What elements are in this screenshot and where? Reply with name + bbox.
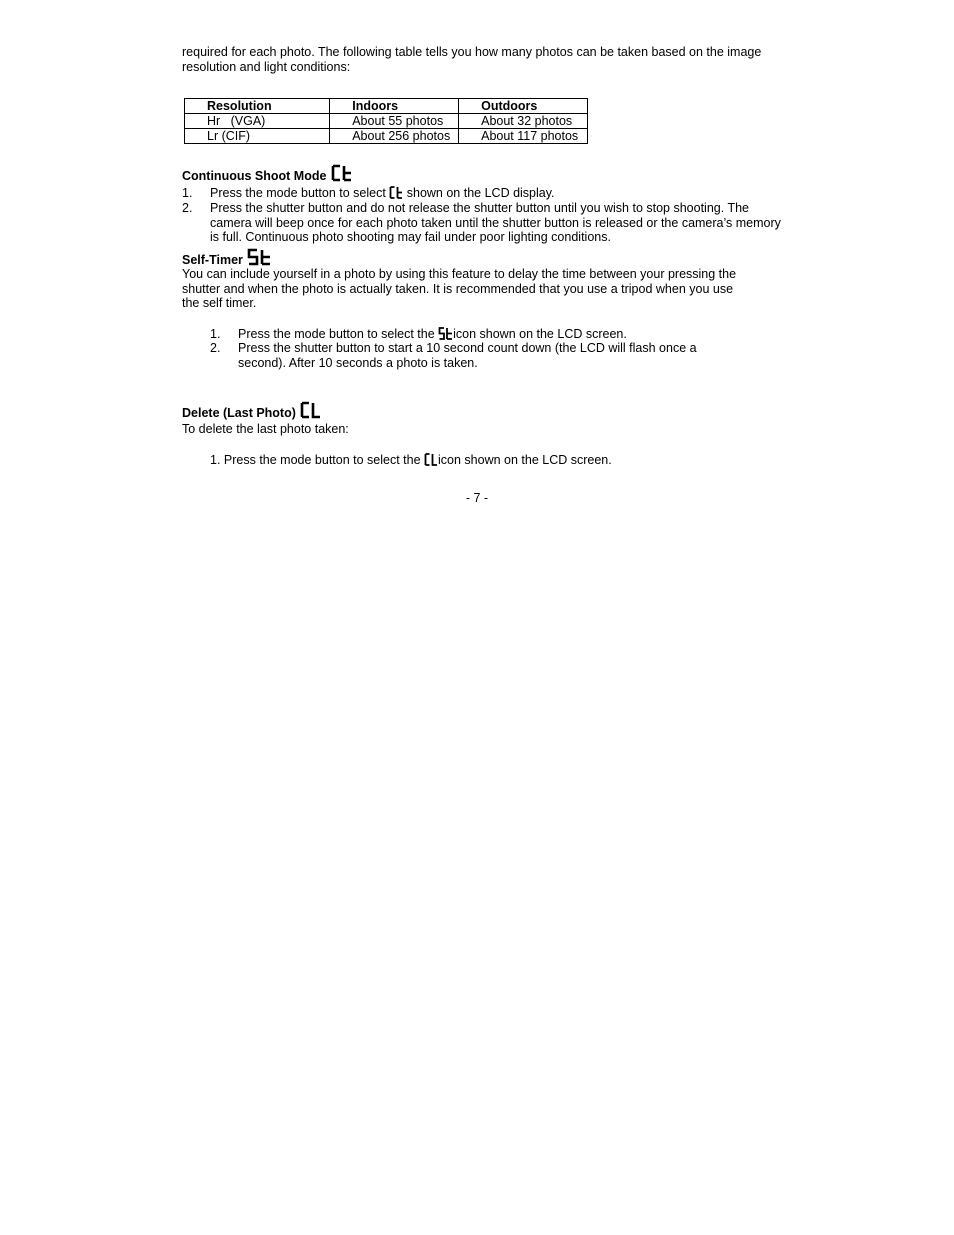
- table-cell: Hr (VGA): [185, 114, 330, 129]
- continuous-shoot-heading: [182, 164, 354, 184]
- continuous-step-1: [210, 186, 785, 201]
- table-cell: About 256 photos: [330, 129, 459, 144]
- self-timer-step-2-number: 2.: [210, 341, 221, 355]
- table-row: [185, 129, 588, 144]
- table-cell: Lr (CIF): [185, 129, 330, 144]
- delete-step-1: [210, 453, 690, 468]
- self-timer-step-1-before: Press the mode button to select the: [238, 327, 439, 341]
- lcd-ct-icon: [330, 164, 354, 182]
- continuous-step-2-number: 2.: [182, 201, 193, 215]
- lcd-cl-icon: [424, 453, 438, 466]
- self-timer-step-2: Press the shutter button to start a 10 second count down (the LCD will flash once a second). After 10 seconds a photo is taken.: [238, 341, 697, 370]
- table-header-resolution: Resolution: [185, 99, 330, 114]
- table-header-row: [185, 99, 588, 114]
- table-cell: About 55 photos: [330, 114, 459, 129]
- self-timer-description: You can include yourself in a photo by using this feature to delay the time between your pressing the shutter and when the photo is actually taken. It is recommended that you use a tripod when you use the self timer.: [182, 267, 737, 311]
- self-timer-step-1-number: 1.: [210, 327, 221, 341]
- continuous-step-1-after: shown on the LCD display.: [403, 186, 555, 200]
- table-row: [185, 114, 588, 129]
- delete-heading-text: Delete (Last Photo): [182, 406, 296, 420]
- lcd-ct-icon: [389, 186, 403, 199]
- self-timer-step-1-after: icon shown on the LCD screen.: [453, 327, 627, 341]
- delete-step-1-before: 1. Press the mode button to select the: [210, 453, 425, 467]
- table-cell: About 117 photos: [459, 129, 588, 144]
- continuous-shoot-heading-text: Continuous Shoot Mode: [182, 169, 327, 183]
- page-number: - 7 -: [465, 491, 489, 505]
- table-header-indoors: Indoors: [330, 99, 459, 114]
- resolution-table: [184, 98, 588, 144]
- delete-description: To delete the last photo taken:: [182, 422, 349, 436]
- table-cell: About 32 photos: [459, 114, 588, 129]
- lcd-st-icon: [438, 327, 453, 340]
- self-timer-step-1: [238, 327, 718, 342]
- lcd-cl-icon: [299, 401, 323, 419]
- delete-step-1-after: icon shown on the LCD screen.: [438, 453, 612, 467]
- continuous-step-2: Press the shutter button and do not release the shutter button until you wish to stop shooting. The camera will beep once for each photo taken until the shutter button is released or the camera’s memory is full. Continuous photo shooting may fail under poor lighting conditions.: [210, 201, 781, 245]
- table-header-outdoors: Outdoors: [459, 99, 588, 114]
- delete-heading: [182, 401, 323, 421]
- intro-paragraph: required for each photo. The following table tells you how many photos can be taken based on the image resolution and light conditions:: [182, 45, 762, 74]
- self-timer-heading-text: Self-Timer: [182, 253, 243, 267]
- continuous-step-1-number: 1.: [182, 186, 193, 200]
- lcd-st-icon: [246, 248, 274, 266]
- continuous-step-1-before: Press the mode button to select: [210, 186, 390, 200]
- self-timer-heading: [182, 248, 274, 268]
